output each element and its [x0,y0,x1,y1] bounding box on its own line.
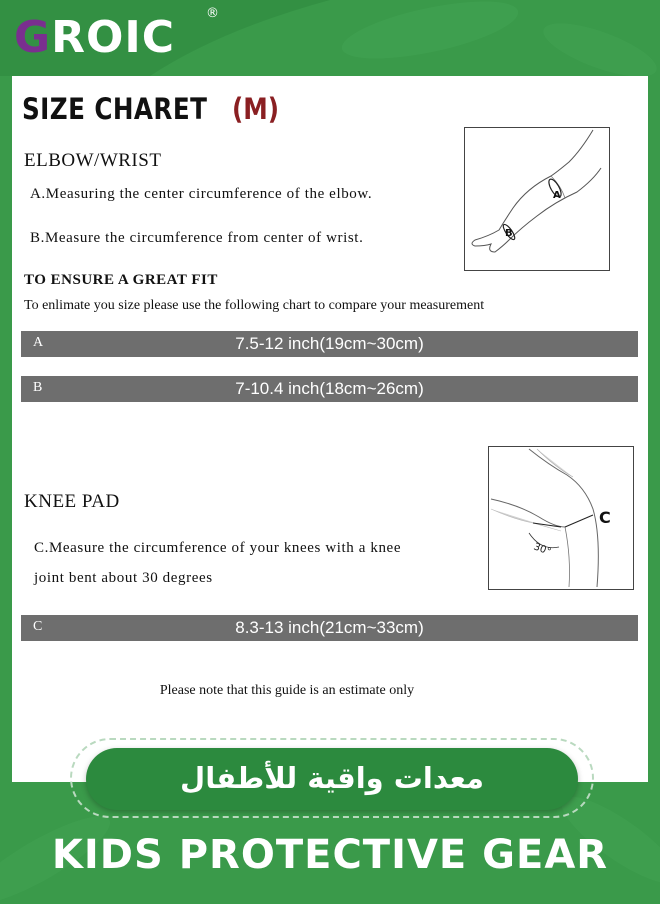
size-bar-c [21,615,638,641]
page-title: SIZE CHARET [22,92,208,126]
arm-drawing [465,128,609,270]
registered-mark: ® [206,6,219,21]
size-bar-label: B [33,380,43,395]
knee-pad-heading: KNEE PAD [24,491,120,512]
wrist-measure-text: B.Measure the circumference from center of wrist. [30,230,364,246]
size-bar-value: 7-10.4 inch(18cm~26cm) [235,379,424,398]
arm-illustration [464,127,610,271]
size-bar-label: A [33,335,44,350]
angle-label: 30° [531,541,553,558]
knee-measure-text-1: C.Measure the circumference of your knees with a knee [34,540,402,556]
size-bar-b [21,376,638,402]
elbow-wrist-heading: ELBOW/WRIST [24,150,162,171]
arabic-banner-text: معدات واقية للأطفال [180,761,484,795]
size-bar-label: C [33,619,43,634]
knee-measure-text-2: joint bent about 30 degrees [34,570,213,586]
knee-illustration [488,446,634,590]
estimate-note: Please note that this guide is an estimate only [159,683,415,698]
elbow-measure-text: A.Measuring the center circumference of the elbow. [30,186,373,202]
footer-title: KIDS PROTECTIVE GEAR [51,832,609,878]
size-bar-value: 8.3-13 inch(21cm~33cm) [235,618,424,637]
size-label: (M) [232,92,280,126]
fit-heading: TO ENSURE A GREAT FIT [24,272,218,288]
marker-a: A [553,190,561,201]
knee-drawing [489,447,633,589]
marker-c: C [599,508,611,527]
brand-logo: GROIC [14,12,176,63]
size-bar-a [21,331,638,357]
fit-text: To enlimate you size please use the following chart to compare your measurement [24,298,485,313]
size-bar-value: 7.5-12 inch(19cm~30cm) [235,334,424,353]
marker-b: B [505,228,513,239]
